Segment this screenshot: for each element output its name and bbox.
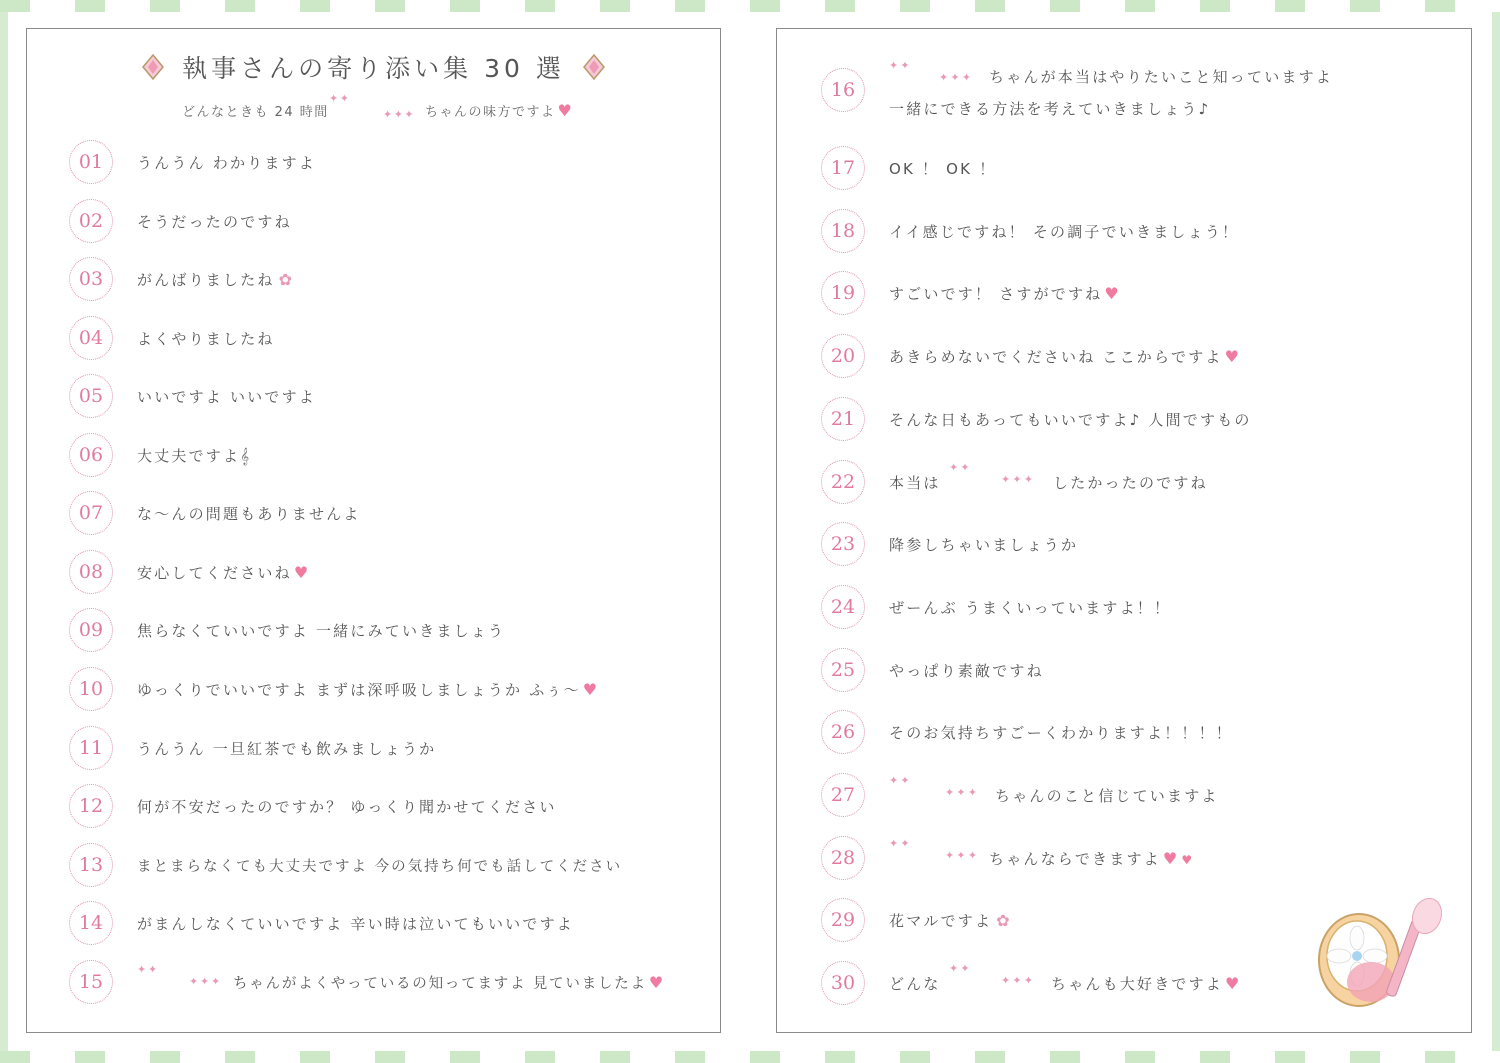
item-number: 11 (69, 726, 113, 770)
list-item (821, 459, 1269, 505)
list-item (821, 396, 1252, 442)
item-number: 29 (821, 898, 865, 942)
gem-icon (142, 54, 164, 80)
item-text-content: 安心してくださいね (137, 563, 292, 582)
item-text-content: 大丈夫ですよ (137, 446, 241, 465)
item-number: 05 (69, 374, 113, 418)
item-text: な〜んの問題もありませんよ (137, 504, 361, 523)
item-number: 27 (821, 773, 865, 817)
item-text (889, 836, 1195, 869)
item-text-part2 (1051, 973, 1242, 994)
item-text-line1: ちゃんが本当はやりたいこと知っていますよ (989, 68, 1334, 86)
item-text (889, 346, 1241, 367)
item-number: 15 (69, 960, 113, 1004)
compact-mirror-illustration (1309, 898, 1449, 1018)
item-number: 22 (821, 460, 865, 504)
left-green-border (0, 12, 8, 1051)
heart-icon: ♥ (1224, 346, 1242, 366)
subtitle-left: どんなときも 24 時間 (182, 105, 329, 120)
item-text (889, 773, 1219, 806)
list-item (821, 145, 996, 191)
item-number: 19 (821, 271, 865, 315)
sparkle-icon: ✦✦ (137, 962, 160, 976)
item-text (889, 963, 1269, 1003)
list-item (821, 647, 1044, 693)
list-item (69, 607, 505, 653)
sparkle-icon: ✦✦✦ (945, 785, 980, 799)
item-number: 09 (69, 608, 113, 652)
sparkle-icon: ✦✦✦ (939, 71, 974, 84)
item-number: 12 (69, 784, 113, 828)
list-item (69, 139, 316, 185)
item-number: 24 (821, 585, 865, 629)
item-text-part1: どんな (889, 975, 941, 993)
list-item (69, 900, 574, 946)
item-text-line2: 一緒にできる方法を考えていきましょう♪ (889, 100, 1211, 118)
heart-icon: ♥ (1104, 283, 1121, 303)
item-text: よくやりましたね (137, 329, 275, 348)
sparkle-icon: ✦✦✦ (189, 974, 223, 988)
item-number: 08 (69, 550, 113, 594)
item-text: ぜーんぶ うまくいっていますよ！！ (889, 598, 1172, 617)
heart-icon: ♥ (293, 562, 311, 582)
item-number: 14 (69, 901, 113, 945)
item-number: 28 (821, 836, 865, 880)
item-text (889, 910, 1012, 931)
heart-icon: ♥ (1162, 848, 1180, 868)
item-text-content: ゆっくりでいいですよ まずは深呼吸しましょうか ふぅ〜 (137, 680, 581, 699)
list-item (821, 333, 1241, 379)
left-page-panel (26, 28, 721, 1033)
item-text (137, 562, 310, 583)
item-text-content: すごいです！ さすがですね (889, 284, 1103, 303)
item-number: 04 (69, 316, 113, 360)
title-text: 執事さんの寄り添い集 30 選 (182, 54, 565, 83)
list-item (821, 709, 1233, 755)
top-stripe-border (0, 0, 1500, 12)
item-text: がまんしなくていいですよ 辛い時は泣いてもいいですよ (137, 914, 574, 933)
item-text (137, 269, 294, 290)
list-item (69, 198, 292, 244)
page-title (27, 49, 720, 85)
item-text-content: あきらめないでくださいね ここからですよ (889, 347, 1223, 366)
list-item (69, 315, 275, 361)
item-text-content: ちゃんがよくやっているの知ってますよ 見ていましたよ (233, 975, 647, 992)
item-number: 18 (821, 209, 865, 253)
sparkle-icon: ✦✦✦ (1001, 473, 1036, 486)
gem-icon (583, 54, 605, 80)
sparkle-icon: ✦✦✦ (383, 108, 416, 121)
item-number: 16 (821, 68, 865, 112)
sparkle-icon: ✦✦ (949, 962, 972, 975)
item-number: 03 (69, 257, 113, 301)
item-text (889, 462, 1269, 502)
item-number: 30 (821, 961, 865, 1005)
item-text: うんうん 一旦紅茶でも飲みましょうか (137, 739, 437, 758)
list-item (821, 270, 1121, 316)
item-number: 20 (821, 334, 865, 378)
list-item (821, 521, 1078, 567)
heart-icon: ♥ (582, 679, 600, 699)
item-text (889, 283, 1121, 304)
list-item (69, 959, 665, 1005)
item-text: やっぱり素敵ですね (889, 661, 1044, 680)
item-number: 25 (821, 648, 865, 692)
item-text: OK ！ OK ！ (889, 159, 997, 178)
item-text: イイ感じですね！ その調子でいきましょう！ (889, 222, 1240, 241)
item-text (137, 962, 666, 993)
subtitle-right (425, 101, 573, 120)
item-number: 06 (69, 433, 113, 477)
item-text: そんな日もあってもいいですよ♪ 人間ですもの (889, 410, 1252, 429)
list-item (69, 256, 294, 302)
heart-icon: ♥ (557, 101, 574, 120)
subtitle-right-text: ちゃんの味方ですよ (425, 105, 556, 120)
list-item (821, 835, 1194, 881)
item-number: 07 (69, 491, 113, 535)
item-number: 01 (69, 140, 113, 184)
item-text: まとまらなくても大丈夫ですよ 今の気持ち何でも話してください (137, 858, 623, 875)
item-text-content: ちゃんならできますよ (989, 849, 1161, 868)
heart-icon: ♥ (1181, 852, 1195, 867)
list-item (821, 897, 1012, 943)
item-text (889, 60, 1369, 120)
music-note-icon: 𝄞 (240, 446, 252, 465)
item-text: 何が不安だったのですか？ ゆっくり聞かせてください (137, 797, 557, 816)
list-item (69, 666, 599, 712)
item-text (137, 445, 251, 466)
item-number: 21 (821, 397, 865, 441)
list-item (821, 584, 1171, 630)
list-item (69, 373, 316, 419)
item-text: うんうん わかりますよ (137, 153, 316, 172)
item-number: 26 (821, 710, 865, 754)
item-number: 02 (69, 199, 113, 243)
list-item (69, 783, 557, 829)
list-item (821, 960, 1269, 1006)
item-number: 13 (69, 843, 113, 887)
list-item (69, 490, 361, 536)
sparkle-icon: ✦✦✦ (1001, 974, 1036, 987)
item-text-part1: 本当は (889, 474, 941, 492)
item-text: 焦らなくていいですよ 一緒にみていきましょう (137, 621, 506, 640)
list-item (69, 432, 251, 478)
list-item (821, 772, 1219, 818)
sparkle-icon: ✦✦ (329, 92, 351, 105)
item-number: 17 (821, 146, 865, 190)
sparkle-icon: ✦✦ (949, 461, 972, 474)
list-item (69, 725, 436, 771)
item-text: そうだったのですね (137, 212, 292, 231)
sparkle-icon: ✦✦ (889, 836, 912, 850)
item-text: 降参しちゃいましょうか (889, 535, 1079, 554)
heart-icon: ♥ (648, 972, 666, 992)
flower-icon: ✿ (996, 910, 1012, 930)
item-text-content: ちゃんも大好きですよ (1051, 975, 1224, 993)
right-green-border (1492, 12, 1500, 1051)
item-text: そのお気持ちすごーくわかりますよ！！！！ (889, 723, 1234, 742)
list-item (69, 549, 310, 595)
item-text-part2: したかったのですね (1053, 474, 1208, 492)
item-text-content: がんばりましたね (137, 270, 275, 289)
flower-icon: ✿ (278, 269, 295, 289)
list-item (821, 208, 1239, 254)
item-number: 23 (821, 522, 865, 566)
sparkle-icon: ✦✦✦ (945, 848, 980, 862)
list-item (821, 59, 1369, 118)
item-number: 10 (69, 667, 113, 711)
item-text-content: ちゃんのこと信じていますよ (995, 786, 1219, 805)
heart-icon: ♥ (1225, 974, 1242, 993)
item-text: いいですよ いいですよ (137, 387, 316, 406)
bottom-stripe-border (0, 1051, 1500, 1063)
sparkle-icon: ✦✦ (889, 59, 912, 72)
sparkle-icon: ✦✦ (889, 773, 912, 787)
item-text-content: 花マルですよ (889, 911, 993, 930)
item-text (137, 679, 599, 700)
list-item (69, 842, 622, 888)
right-page-panel (776, 28, 1472, 1033)
